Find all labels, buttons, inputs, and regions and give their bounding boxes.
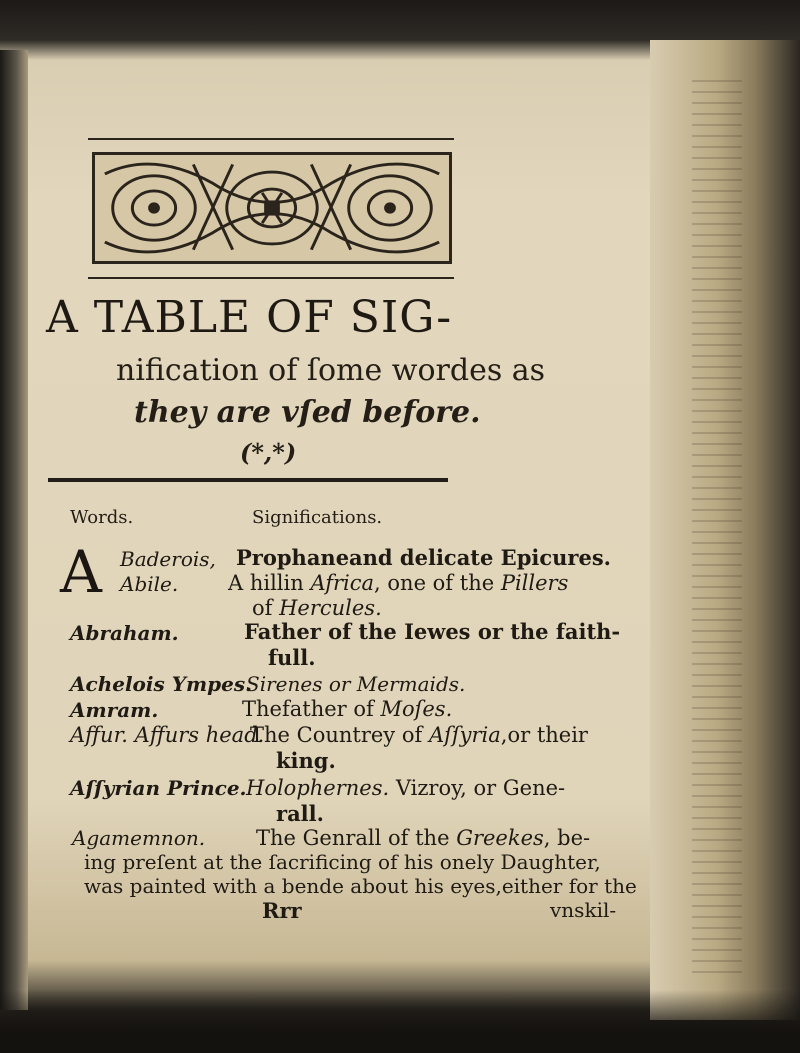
entry-word-achelois: Achelois Ympes.	[70, 672, 253, 696]
entry-def-amram: Thefather of Moſes.	[242, 697, 453, 721]
title-line-1: A TABLE OF SIG-	[46, 292, 453, 343]
entry-def-agamemnon: The Genrall of the Greekes, be-	[256, 826, 591, 850]
column-header-significations: Significations.	[252, 507, 383, 528]
catchword: vnskil-	[550, 898, 617, 922]
signature-mark: Rrr	[262, 898, 302, 923]
entry-word-abraham: Abraham.	[70, 621, 179, 645]
entry-def-achelois: Sirenes or Mermaids.	[246, 672, 466, 696]
entry-def-baderois: Prophaneand delicate Epicures.	[236, 545, 611, 570]
middle-rule	[88, 277, 454, 279]
bottom-shadow	[0, 990, 800, 1053]
entry-def-abile: A hillin Africa, one of the Pillers	[228, 571, 569, 595]
entry-word-abile: Abile.	[120, 572, 179, 596]
entry-word-agamemnon: Agamemnon.	[72, 826, 206, 850]
entry-def-affur: The Countrey of Aſſyria,or their	[250, 723, 588, 747]
entry-word-baderois: Baderois,	[120, 547, 216, 571]
entry-def-abraham: Father of the Iewes or the faith-	[244, 619, 621, 644]
top-rule	[88, 138, 454, 140]
entry-word-affur: Affur. Affurs head.	[70, 723, 265, 747]
drop-cap: A	[60, 538, 102, 606]
title-line-2: nification of ſome wordes as	[116, 353, 546, 388]
entry-def-agamemnon-line3: was painted with a bende about his eyes,either for the	[84, 874, 637, 898]
entry-def-abile-cont: of Hercules.	[252, 596, 382, 620]
ornamental-headpiece	[92, 152, 452, 264]
entry-def-assyrian-prince: Holophernes. Vizroy, or Gene-	[246, 776, 566, 800]
entry-def-abraham-cont: full.	[268, 645, 316, 670]
column-header-words: Words.	[70, 507, 134, 528]
book-binding-edge	[0, 50, 28, 1010]
title-line-4: (*,*)	[240, 438, 297, 467]
facing-page-text-bleed	[692, 80, 742, 980]
entry-def-agamemnon-line2: ing preſent at the ſacrificing of his onely Daughter,	[84, 850, 601, 874]
title-line-3: they are vſed before.	[134, 395, 481, 430]
entry-def-affur-cont: king.	[276, 748, 336, 773]
entry-def-assyrian-cont: rall.	[276, 801, 324, 826]
entry-word-amram: Amram.	[70, 698, 159, 722]
section-rule	[48, 478, 448, 482]
entry-word-assyrian-prince: Aſſyrian Prince.	[70, 776, 247, 800]
